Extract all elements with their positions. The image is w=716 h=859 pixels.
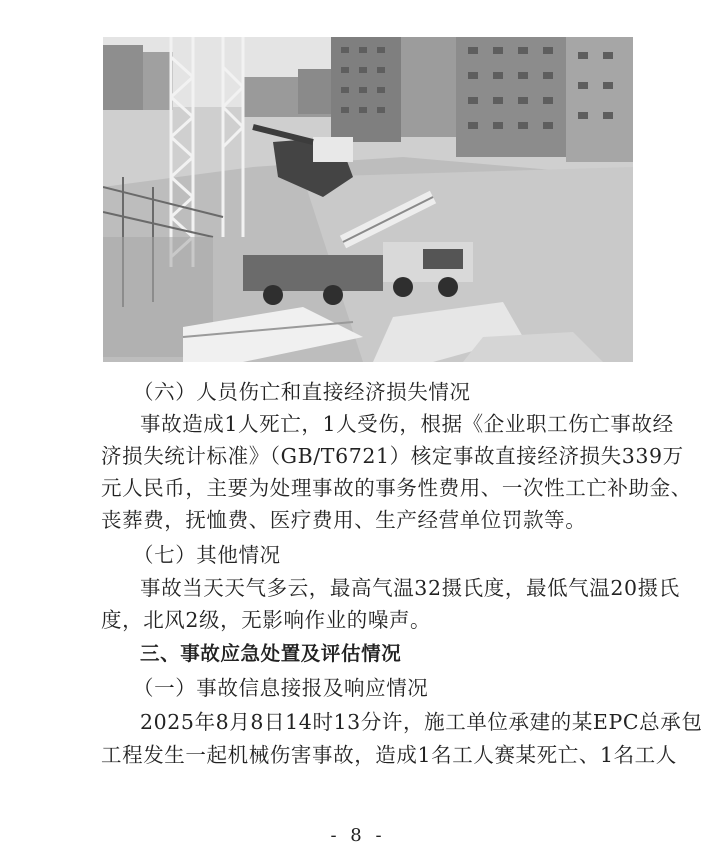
section-heading-casualties: （六）人员伤亡和直接经济损失情况 xyxy=(133,380,471,404)
paragraph-line: 事故造成1人死亡，1人受伤，根据《企业职工伤亡事故经 xyxy=(140,412,674,436)
section-heading-other: （七）其他情况 xyxy=(133,543,281,567)
section-heading-response: （一）事故信息接报及响应情况 xyxy=(133,676,429,700)
paragraph-line: 度，北风2级，无影响作业的噪声。 xyxy=(101,608,432,632)
paragraph-line: 济损失统计标准》（GB/T6721）核定事故直接经济损失339万 xyxy=(101,444,684,468)
paragraph-line: 事故当天天气多云，最高气温32摄氏度，最低气温20摄氏 xyxy=(140,576,680,600)
paragraph-line: 元人民币，主要为处理事故的事务性费用、一次性工亡补助金、 xyxy=(101,476,692,500)
accident-site-photo xyxy=(103,37,633,362)
paragraph-line: 2025年8月8日14时13分许，施工单位承建的某EPC总承包 xyxy=(140,710,703,734)
page-number: - 8 - xyxy=(330,825,386,846)
chapter-heading: 三、事故应急处置及评估情况 xyxy=(140,642,402,665)
paragraph-line: 丧葬费，抚恤费、医疗费用、生产经营单位罚款等。 xyxy=(101,508,587,532)
paragraph-line: 工程发生一起机械伤害事故，造成1名工人赛某死亡、1名工人 xyxy=(101,743,677,767)
